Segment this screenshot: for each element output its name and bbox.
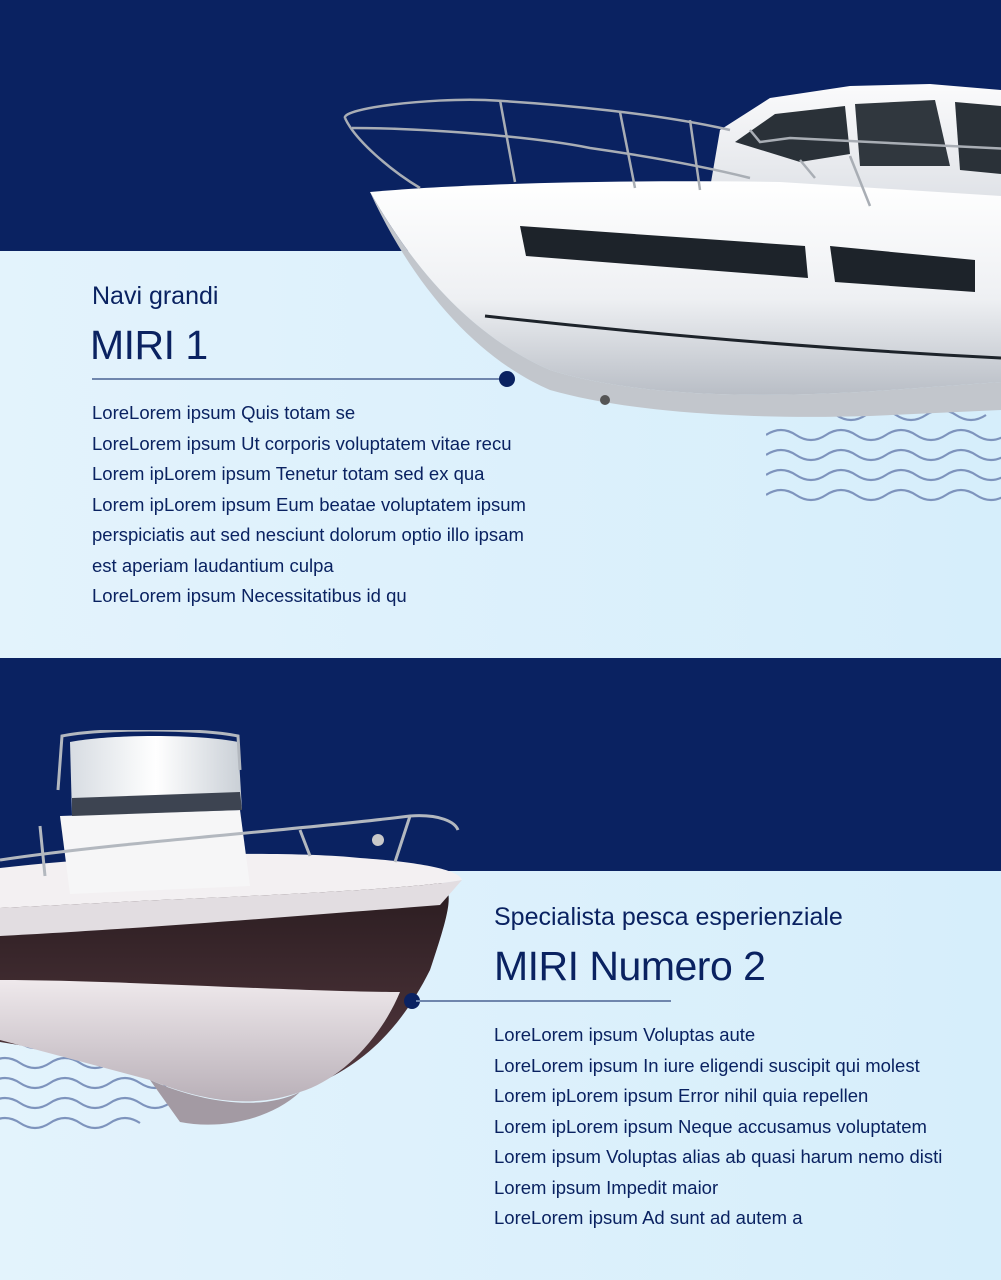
body-line: LoreLorem ipsum Quis totam se <box>92 402 356 423</box>
body-line: Lorem ipLorem ipsum Eum beatae voluptatem ipsum <box>92 493 526 515</box>
body-line: LoreLorem ipsum Voluptas aute <box>494 1024 756 1045</box>
body-line: LoreLorem ipsum Ut corporis voluptatem vitae recu <box>92 432 512 454</box>
body-line: Lorem ipLorem ipsum Error nihil quia repellen <box>494 1085 869 1106</box>
divider-line <box>92 378 508 380</box>
yacht-image <box>330 70 1001 430</box>
body-line: LoreLorem ipsum In iure eligendi suscipit qui molest <box>494 1054 920 1076</box>
section-title: MIRI Numero 2 <box>494 943 766 989</box>
section-title: MIRI 1 <box>90 322 208 368</box>
body-line: LoreLorem ipsum Ad sunt ad autem a <box>494 1207 803 1228</box>
body-line: LoreLorem ipsum Necessitatibus id qu <box>92 585 407 606</box>
body-line: Lorem ipLorem ipsum Tenetur totam sed ex qua <box>92 463 485 484</box>
body-line: Lorem ipLorem ipsum Neque accusamus voluptatem <box>494 1115 927 1137</box>
body-line: Lorem ipsum Voluptas alias ab quasi harum nemo disti <box>494 1146 943 1167</box>
section-subtitle: Navi grandi <box>92 282 219 310</box>
body-line: Lorem ipsum Impedit maior <box>494 1176 719 1198</box>
divider-dot <box>499 371 515 387</box>
body-line: perspiciatis aut sed nesciunt dolorum optio illo ipsam <box>92 524 524 545</box>
section-body <box>92 398 526 612</box>
section-body <box>494 1020 942 1234</box>
divider-line <box>416 1000 671 1002</box>
section-subtitle: Specialista pesca esperienziale <box>494 903 843 931</box>
body-line: est aperiam laudantium culpa <box>92 554 334 576</box>
section-miri-2 <box>0 658 1001 1280</box>
fishing-boat-image <box>0 730 470 1150</box>
